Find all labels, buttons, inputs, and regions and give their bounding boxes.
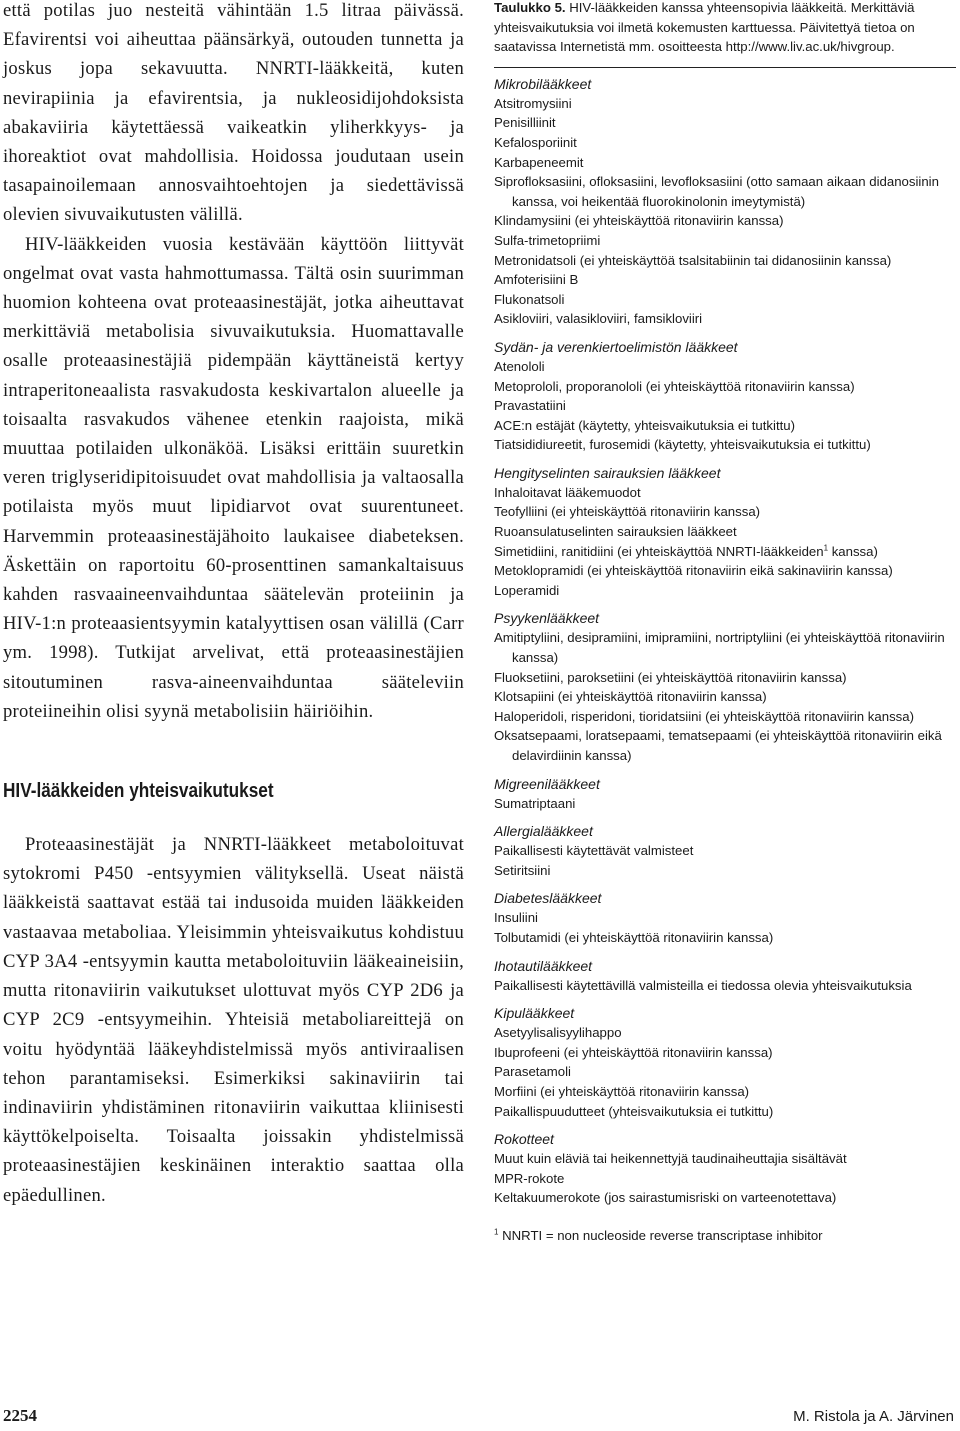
list-item: Teofylliini (ei yhteiskäyttöä ritonaviirin kanssa) [494,504,761,520]
list-item: Asetyylisalisyylihappo [494,1025,622,1041]
list-item: Ruoansulatuselinten sairauksien lääkkeet [494,524,737,540]
list-item: Loperamidi [494,582,560,598]
list-item: Asikloviiri, valasikloviiri, famsikloviiri [494,311,703,327]
list-item: Sumatriptaani [494,795,576,811]
list-item: Sulfa-trimetopriimi [494,232,601,248]
page-number: 2254 [3,1406,37,1425]
list-item: Parasetamoli [494,1064,571,1080]
list-item: Setiritsiini [494,862,551,878]
list-item: Metoprololi, proporanololi (ei yhteiskäyttöä ritonaviirin kanssa) [494,378,855,394]
category-title: Kipulääkkeet [494,1005,575,1022]
list-item-text-end: kanssa) [828,543,878,559]
footnote-marker: 1 [823,543,829,553]
list-item: Atsitromysiini [494,95,572,111]
table-caption-text: HIV-lääkkeiden kanssa yhteensopivia lääkkeitä. Merkittäviä yhteisvaikutuksia voi ilmetä kokemusten karttuessa. Päivitettyä tietoa on saatavissa Internetistä mm. osoitteesta http://www.liv.ac.uk/hivgroup. [494,0,915,55]
category-title: Psyykenlääkkeet [494,610,600,627]
list-item [494,542,956,562]
footnote-text: NNRTI = non nucleoside reverse transcriptase inhibitor [498,1227,823,1243]
list-item: Amitiptyliini, desipramiini, imipramiini, nortriptyliini (ei yhteiskäyttöä ritonaviirin kanssa) [494,630,945,666]
list-item: MPR-rokote [494,1170,565,1186]
category-title: Migreenilääkkeet [494,775,600,792]
list-item: Penisilliinit [494,115,556,131]
list-item: Klindamysiini (ei yhteiskäyttöä ritonaviirin kanssa) [494,213,784,229]
table-column [494,0,956,1246]
category-title: Diabeteslääkkeet [494,890,602,907]
main-text-column [3,0,464,1210]
list-item: Inhaloitavat lääkemuodot [494,484,641,500]
table-caption [494,0,956,57]
list-item: Paikallisesti käytettävät valmisteet [494,843,694,859]
category-title: Hengityselinten sairauksien lääkkeet [494,464,721,481]
paragraph: Proteaasinestäjät ja NNRTI-lääkkeet metaboloituvat sytokromi P450 -entsyymien välityksellä. Useat näistä lääkkeistä saattavat estää tai indusoida muiden lääkkeiden vastaavaa metaboliaa. Yleisimmin yhteisvaikutus kohdistuu CYP 3A4 -entsyymin kautta metaboloituviin lääkeaineisiin, mutta ritonaviirin vaikutukset ulottuvat myös CYP 2D6 ja CYP 2C9 -entsyymeihin. Yhteisiä metaboliareittejä on voitu hyödyntää lääkeyhdistelmissä myös antiviraalisen tehon parantamiseksi. Esimerkiksi sakinaviirin tai indinaviirin yhdistäminen ritonaviirin vaikuttaa kliinisesti käyttökelpoiselta. Toisaalta joissakin yhdistelmissä proteaasinestäjien keskinäinen interaktio saattaa olla epäedullinen. [3,834,464,1206]
table-footnote [494,1226,956,1246]
table-label: Taulukko 5. [494,0,566,15]
list-item: Karbapeneemit [494,154,584,170]
list-item: Atenololi [494,358,545,374]
list-item: Muut kuin eläviä tai heikennettyjä taudinaiheuttajia sisältävät [494,1151,847,1167]
list-item: Haloperidoli, risperidoni, tioridatsiini (ei yhteiskäyttöä ritonaviirin kanssa) [494,708,914,724]
list-item: Flukonatsoli [494,291,565,307]
list-item: Paikallispuudutteet (yhteisvaikutuksia ei tutkittu) [494,1103,774,1119]
table-rule [494,67,956,68]
list-item: Kefalosporiinit [494,134,577,150]
category-title: Allergialääkkeet [494,823,593,840]
list-item: Oksatsepaami, loratsepaami, tematsepaami (ei yhteiskäyttöä ritonaviirin eikä delavirdiinin kanssa) [494,728,942,763]
footnote-marker: 1 [494,1227,499,1237]
list-item: Ibuprofeeni (ei yhteiskäyttöä ritonaviirin kanssa) [494,1044,773,1060]
category-title: Mikrobilääkkeet [494,75,592,92]
list-item: Siprofloksasiini, ofloksasiini, levofloksasiini (otto samaan aikaan didanosiinin kanssa, voi heikentää fluorokinolonin imeytymistä) [494,174,939,209]
paragraph: että potilas juo nesteitä vähintään 1.5 litraa päivässä. Efavirentsi voi aiheuttaa päänsärkyä, outouden tunnetta ja joskus jopa sekavuutta. NNRTI-lääkkeitä, kuten nevirapiinia ja efavirentsia, ja nukleosidijohdoksista abakaviiria käytettäessä vaikeatkin yliherkkyys- ja ihoreaktiot ovat mahdollisia. Hoidossa joudutaan usein tasapainoilemaan annosvaihtoehtojen ja siedettävissä olevien sivuvaikutusten välillä. [3,0,464,226]
list-item: Paikallisesti käytettävillä valmisteilla ei tiedossa olevia yhteisvaikutuksia [494,977,912,993]
list-item: Klotsapiini (ei yhteiskäyttöä ritonaviirin kanssa) [494,689,767,705]
category-title: Ihotautilääkkeet [494,957,593,974]
list-item: Keltakuumerokote (jos sairastumisriski on varteenotettava) [494,1190,837,1206]
category-title: Rokotteet [494,1131,554,1148]
paragraph: HIV-lääkkeiden vuosia kestävään käyttöön liittyvät ongelmat ovat vasta hahmottumassa. Tältä osin suurimman huomion kohteena ovat proteaasinestäjät, jotka aiheuttavat merkittäviä metabolisia sivuvaikutuksia. Huomattavalle osalle proteaasinestäjiä pidempään käyttäneistä kertyy intraperitoneaalista rasvakudosta keskivartalon alueelle ja toisaalta rasvakudos vähenee etenkin raajoista, mikä muuttaa potilaiden ulkonäköä. Lisäksi erittäin suuretkin veren triglyseridipitoisuudet ovat mahdollisia ja valtaosalla potilaista myös muut lipidiarvot ovat suurentuneet. Harvemmin proteaasinestäjähoito laukaisee diabeteksen. Äskettäin on raportoitu 60-prosenttinen samankaltaisuus kahden rasvaaineenvaihduntaa säätelevän proteiinin ja HIV-1:n proteaasientsyymin katalyyttisen osan välillä (Carr ym. 1998). Tutkijat arvelivat, että proteaasinestäjien sitoutuminen rasva-aineenvaihduntaa sääteleviin proteiineihin olisi syynä metabolisiin häiriöihin. [3,233,464,722]
running-footer-authors: M. Ristola ja A. Järvinen [793,1408,954,1425]
list-item-text: Simetidiini, ranitidiini (ei yhteiskäyttöä NNRTI-lääkkeiden [494,543,824,559]
list-item: Metronidatsoli (ei yhteiskäyttöä tsalsitabiinin tai didanosiinin kanssa) [494,252,892,268]
list-item: Tolbutamidi (ei yhteiskäyttöä ritonaviirin kanssa) [494,929,774,945]
section-heading: HIV-lääkkeiden yhteisvaikutukset [3,780,274,803]
list-item: Pravastatiini [494,398,566,414]
list-item: Fluoksetiini, paroksetiini (ei yhteiskäyttöä ritonaviirin kanssa) [494,669,847,685]
list-item: Insuliini [494,910,538,926]
list-item: Amfoterisiini B [494,272,579,288]
list-item: ACE:n estäjät (käytetty, yhteisvaikutuksia ei tutkittu) [494,417,795,433]
list-item: Morfiini (ei yhteiskäyttöä ritonaviirin kanssa) [494,1083,750,1099]
list-item: Tiatsididiureetit, furosemidi (käytetty, yhteisvaikutuksia ei tutkittu) [494,437,871,453]
list-item: Metoklopramidi (ei yhteiskäyttöä ritonaviirin eikä sakinaviirin kanssa) [494,563,893,579]
category-title: Sydän- ja verenkiertoelimistön lääkkeet [494,338,738,355]
